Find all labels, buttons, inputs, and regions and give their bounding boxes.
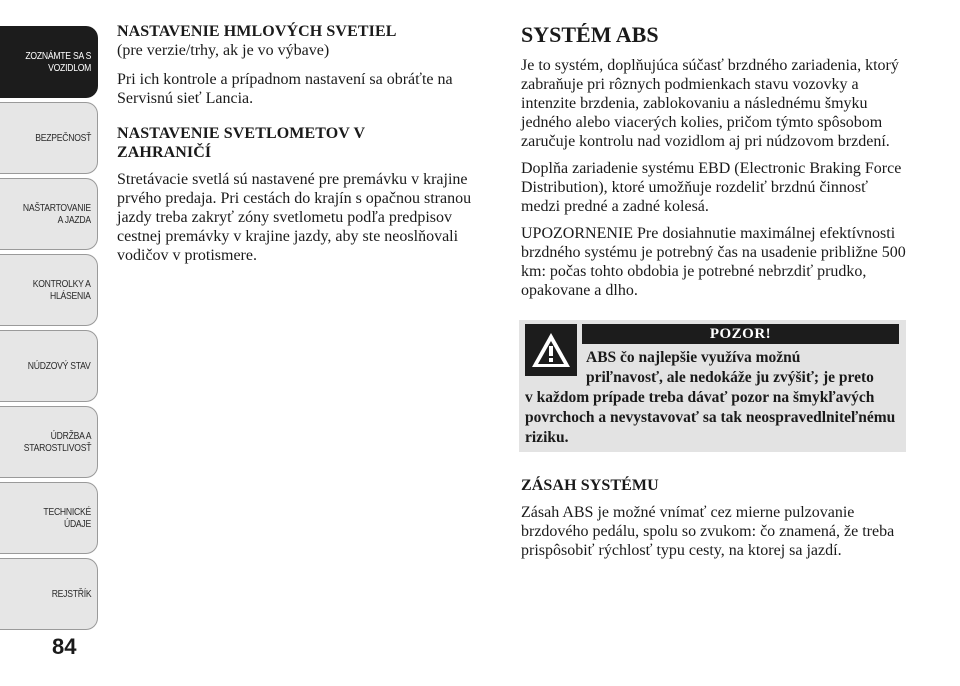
tab-label: BEZPEČNOSŤ xyxy=(35,132,91,144)
tab-label: TECHNICKÉ ÚDAJE xyxy=(43,506,91,530)
tab-label: KONTROLKY A HLÁSENIA xyxy=(33,278,91,302)
tab-nudzovy-stav[interactable] xyxy=(0,330,98,402)
headlights-heading-line2: ZAHRANIČÍ xyxy=(117,144,212,161)
tab-rejstrik[interactable] xyxy=(0,558,98,630)
tab-bezpecnost[interactable] xyxy=(0,102,98,174)
right-column xyxy=(521,22,907,568)
warning-box xyxy=(519,320,906,452)
tab-label: ZOZNÁMTE SA S VOZIDLOM xyxy=(25,50,91,74)
page-number: 84 xyxy=(52,634,77,659)
tab-kontrolky[interactable] xyxy=(0,254,98,326)
abs-paragraph-2: Doplňa zariadenie systému EBD (Electronic Braking Force Distribution), ktoré umožňuje rozdeliť brzdnú činnosť medzi predné a zadné kolesá. xyxy=(521,160,902,215)
warning-line-1: ABS čo najlepšie využíva možnú xyxy=(586,349,801,366)
tab-zoznamte-sa[interactable] xyxy=(0,26,98,98)
tab-label: REJSTŘÍK xyxy=(51,588,91,600)
tab-technicke-udaje[interactable] xyxy=(0,482,98,554)
headlights-text: Stretávacie svetlá sú nastavené pre premávku v krajine prvého predaja. Pri cestách do krajín s opačnou stranou jazdy treba zakryť zóny svetlometu podľa predpisov cestnej premávky v krajine jazdy, aby ste neoslňovali vodičov v protismere. xyxy=(117,171,472,264)
tab-label: NÚDZOVÝ STAV xyxy=(28,360,91,372)
warning-title: POZOR! xyxy=(582,324,899,344)
tab-label: NAŠTARTOVANIE A JAZDA xyxy=(23,202,91,226)
abs-paragraph-1: Je to systém, doplňujúca súčasť brzdného zariadenia, ktorý zabraňuje pri rôznych podmienkach stavu vozovky a intenzite brzdenia, zablokovaniu a následnému šmyku jedného alebo viacerých kolies, pričom týmto spôsobom zaručuje kontrolu nad vozidlom aj pri núdzovom brzdení. xyxy=(521,57,899,150)
fog-lights-subheading: (pre verzie/trhy, ak je vo výbave) xyxy=(117,42,330,59)
warning-line-2: priľnavosť, ale nedokáže ju zvýšiť; je preto xyxy=(586,369,874,386)
abs-notice: UPOZORNENIE Pre dosiahnutie maximálnej efektívnosti brzdného systému je potrebný čas na usadenie približne 500 km: počas tohto obdobia je potrebné nebrzdiť prudko, opakovane a dlho. xyxy=(521,225,906,299)
intervention-text: Zásah ABS je možné vnímať cez mierne pulzovanie brzdového pedálu, spolu so zvukom: čo znamená, že treba prispôsobiť rýchlosť typu cesty, na ktorej sa jazdí. xyxy=(521,504,895,559)
left-column xyxy=(117,22,495,281)
fog-lights-section xyxy=(117,22,495,108)
fog-lights-heading: NASTAVENIE HMLOVÝCH SVETIEL xyxy=(117,23,397,40)
warning-line-rest: v každom prípade treba dávať pozor na šmykľavých povrchoch a nevystavovať sa tak neospravedlniteľnému riziku. xyxy=(525,389,896,446)
tab-label: ÚDRŽBA A STAROSTLIVOSŤ xyxy=(23,430,91,454)
warning-text xyxy=(525,348,897,448)
tab-nastartovanie[interactable] xyxy=(0,178,98,250)
intervention-heading: ZÁSAH SYSTÉMU xyxy=(521,477,659,494)
tab-udrzba[interactable] xyxy=(0,406,98,478)
abs-title: SYSTÉM ABS xyxy=(521,22,659,47)
headlights-heading-line1: NASTAVENIE SVETLOMETOV V xyxy=(117,125,366,142)
intervention-section xyxy=(521,476,907,560)
fog-lights-text: Pri ich kontrole a prípadnom nastavení sa obráťte na Servisnú sieť Lancia. xyxy=(117,71,453,107)
headlights-section xyxy=(117,124,495,265)
